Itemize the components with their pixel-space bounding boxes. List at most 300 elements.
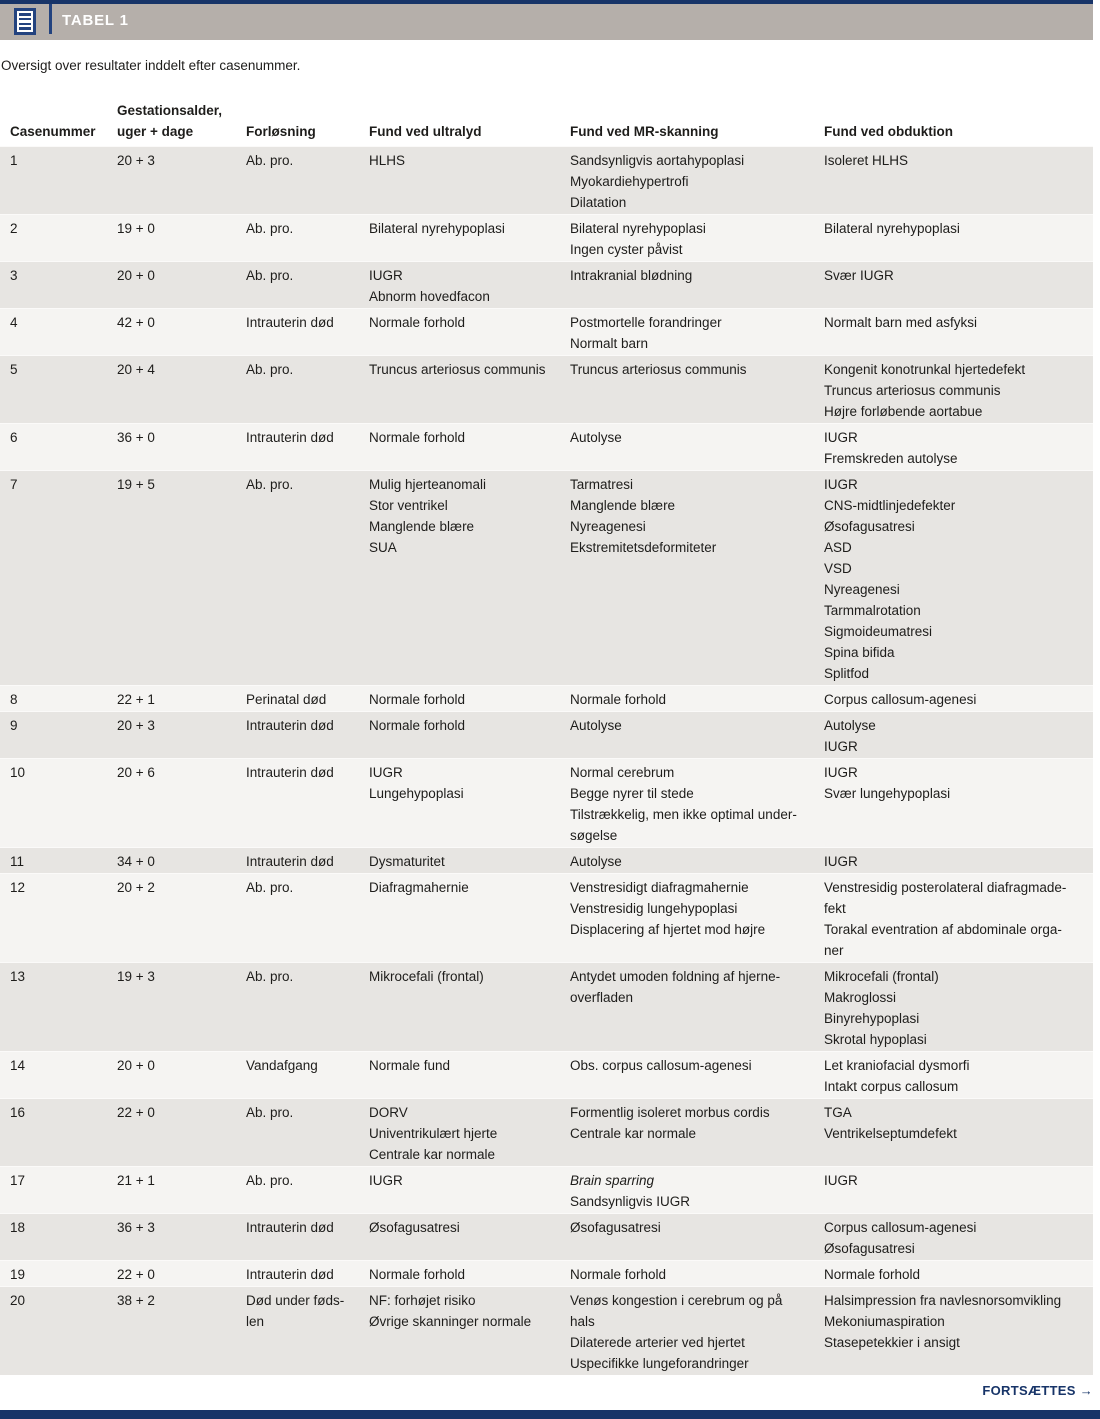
- cell-mri: [570, 150, 824, 213]
- cell-case: [10, 1290, 117, 1374]
- cell-line: Øsofagusatresi: [824, 1241, 915, 1256]
- cell-ultrasound: [369, 218, 570, 260]
- cell-line: Normal cerebrum: [570, 765, 675, 780]
- cell-ultrasound: [369, 1290, 570, 1374]
- cell-gestational-age: [117, 966, 246, 1050]
- cell-delivery: [246, 359, 369, 422]
- cell-case: [10, 312, 117, 354]
- cell-ultrasound: [369, 359, 570, 422]
- cell-line: CNS-midtlinjedefekter: [824, 498, 956, 513]
- cell-ultrasound: [369, 1264, 570, 1285]
- table-header-row: [0, 100, 1093, 146]
- cell-line: 9: [10, 718, 18, 733]
- cell-case: [10, 427, 117, 469]
- cell-case: [10, 689, 117, 710]
- table-row: [0, 355, 1093, 423]
- cell-case: [10, 851, 117, 872]
- cell-line: Uspecifikke lungeforandringer: [570, 1356, 749, 1371]
- cell-gestational-age: [117, 715, 246, 757]
- cell-line: Perinatal død: [246, 692, 327, 707]
- cell-gestational-age: [117, 427, 246, 469]
- cell-line: Øsofagusatresi: [824, 519, 915, 534]
- cell-line: IUGR: [824, 854, 858, 869]
- cell-line: Død under føds-: [246, 1293, 345, 1308]
- column-header-line: Fund ved MR-skanning: [570, 124, 719, 139]
- cell-line: Intrauterin død: [246, 430, 334, 445]
- cell-ultrasound: [369, 150, 570, 213]
- cell-case: [10, 1055, 117, 1097]
- cell-delivery: [246, 762, 369, 846]
- cell-ultrasound: [369, 851, 570, 872]
- cell-autopsy: [824, 689, 1093, 710]
- cell-line: Bilateral nyrehypoplasi: [824, 221, 960, 236]
- cell-line: Stasepetekkier i ansigt: [824, 1335, 960, 1350]
- table-row: [0, 758, 1093, 847]
- cell-line: Venstresidig lungehypoplasi: [570, 901, 738, 916]
- cell-line: 7: [10, 477, 18, 492]
- table-title: TABEL 1: [62, 12, 129, 29]
- cell-line: Svær IUGR: [824, 268, 894, 283]
- cell-line: 38 + 2: [117, 1293, 155, 1308]
- cell-line: Intakt corpus callosum: [824, 1079, 959, 1094]
- cell-line: IUGR: [824, 1173, 858, 1188]
- cell-line: Ab. pro.: [246, 362, 294, 377]
- table-row: [0, 1166, 1093, 1213]
- cell-line: Skrotal hypoplasi: [824, 1032, 927, 1047]
- table-row: [0, 847, 1093, 873]
- cell-mri: [570, 218, 824, 260]
- cell-line: 36 + 0: [117, 430, 155, 445]
- cell-autopsy: [824, 474, 1093, 684]
- cell-line: Normale fund: [369, 1058, 451, 1073]
- cell-mri: [570, 1170, 824, 1212]
- cell-line: 19: [10, 1267, 26, 1282]
- cell-line: 20 + 3: [117, 718, 155, 733]
- cell-line: Sandsynligvis aortahypoplasi: [570, 153, 745, 168]
- cell-mri: [570, 877, 824, 961]
- column-header-line: Casenummer: [10, 124, 96, 139]
- column-header-line: Fund ved obduktion: [824, 124, 953, 139]
- cell-case: [10, 762, 117, 846]
- cell-delivery: [246, 1055, 369, 1097]
- cell-line: Dysmaturitet: [369, 854, 445, 869]
- cell-line: 18: [10, 1220, 26, 1235]
- cell-line: Brain sparring: [570, 1173, 655, 1188]
- cell-ultrasound: [369, 1102, 570, 1165]
- cell-line: Øsofagusatresi: [570, 1220, 661, 1235]
- table-row: [0, 1213, 1093, 1260]
- cell-line: Binyrehypoplasi: [824, 1011, 920, 1026]
- cell-line: Corpus callosum-agenesi: [824, 692, 977, 707]
- cell-line: 6: [10, 430, 18, 445]
- cell-delivery: [246, 150, 369, 213]
- table-row: [0, 423, 1093, 470]
- cell-mri: [570, 265, 824, 307]
- cell-line: Nyreagenesi: [824, 582, 900, 597]
- cell-line: DORV: [369, 1105, 408, 1120]
- cell-line: Normale forhold: [369, 430, 466, 445]
- cell-line: Displacering af hjertet mod højre: [570, 922, 766, 937]
- table-row: [0, 685, 1093, 711]
- cell-line: Venøs kongestion i cerebrum og på: [570, 1293, 783, 1308]
- cell-autopsy: [824, 1170, 1093, 1212]
- cell-line: Normalt barn med asfyksi: [824, 315, 978, 330]
- cell-case: [10, 150, 117, 213]
- cell-line: 8: [10, 692, 18, 707]
- cell-line: ASD: [824, 540, 852, 555]
- cell-line: HLHS: [369, 153, 406, 168]
- cell-mri: [570, 1290, 824, 1374]
- cell-line: 19 + 0: [117, 221, 155, 236]
- cell-line: IUGR: [824, 477, 858, 492]
- cell-gestational-age: [117, 150, 246, 213]
- cell-line: Lungehypoplasi: [369, 786, 464, 801]
- cell-line: Bilateral nyrehypoplasi: [570, 221, 706, 236]
- cell-delivery: [246, 312, 369, 354]
- cell-line: VSD: [824, 561, 852, 576]
- cell-line: Normale forhold: [824, 1267, 921, 1282]
- column-header: [824, 121, 1093, 142]
- cell-line: 21 + 1: [117, 1173, 155, 1188]
- cell-line: Univentrikulært hjerte: [369, 1126, 498, 1141]
- cell-gestational-age: [117, 1217, 246, 1259]
- cell-case: [10, 218, 117, 260]
- table-row: [0, 308, 1093, 355]
- cell-autopsy: [824, 851, 1093, 872]
- cell-autopsy: [824, 1055, 1093, 1097]
- cell-mri: [570, 689, 824, 710]
- column-header: [117, 100, 246, 142]
- cell-ultrasound: [369, 312, 570, 354]
- cell-delivery: [246, 877, 369, 961]
- cell-ultrasound: [369, 474, 570, 684]
- cell-gestational-age: [117, 265, 246, 307]
- cell-line: 1: [10, 153, 18, 168]
- cell-delivery: [246, 1290, 369, 1374]
- column-header: [570, 121, 824, 142]
- cell-line: 19 + 3: [117, 969, 155, 984]
- cell-line: fekt: [824, 901, 846, 916]
- cell-case: [10, 966, 117, 1050]
- cell-line: Svær lungehypoplasi: [824, 786, 951, 801]
- table-body: [0, 146, 1093, 1375]
- cell-case: [10, 265, 117, 307]
- cell-line: Kongenit konotrunkal hjertedefekt: [824, 362, 1026, 377]
- cell-line: Bilateral nyrehypoplasi: [369, 221, 505, 236]
- cell-line: Ventrikelseptumdefekt: [824, 1126, 957, 1141]
- cell-line: Ab. pro.: [246, 1173, 294, 1188]
- cell-autopsy: [824, 359, 1093, 422]
- cell-line: Højre forløbende aortabue: [824, 404, 983, 419]
- cell-line: Autolyse: [570, 430, 622, 445]
- cell-line: 16: [10, 1105, 26, 1120]
- cell-line: Truncus arteriosus communis: [570, 362, 747, 377]
- cell-line: Intrauterin død: [246, 1220, 334, 1235]
- cell-case: [10, 474, 117, 684]
- cell-delivery: [246, 1264, 369, 1285]
- cell-gestational-age: [117, 218, 246, 260]
- cell-line: Corpus callosum-agenesi: [824, 1220, 977, 1235]
- column-header-line: uger + dage: [117, 124, 194, 139]
- cell-autopsy: [824, 762, 1093, 846]
- cell-line: Truncus arteriosus communis: [824, 383, 1001, 398]
- cell-line: Truncus arteriosus communis: [369, 362, 546, 377]
- arrow-right-icon: →: [1079, 1383, 1093, 1398]
- cell-line: Normalt barn: [570, 336, 649, 351]
- cell-line: Autolyse: [570, 718, 622, 733]
- cell-line: Øvrige skanninger normale: [369, 1314, 532, 1329]
- cell-line: 13: [10, 969, 26, 984]
- cell-line: Intrauterin død: [246, 315, 334, 330]
- cell-line: Sigmoideumatresi: [824, 624, 933, 639]
- table-row: [0, 1260, 1093, 1286]
- cell-ultrasound: [369, 1217, 570, 1259]
- cell-delivery: [246, 427, 369, 469]
- cell-delivery: [246, 689, 369, 710]
- bottom-border-bar: [0, 1410, 1100, 1419]
- cell-line: IUGR: [824, 739, 858, 754]
- cell-line: Intrakranial blødning: [570, 268, 693, 283]
- cell-mri: [570, 359, 824, 422]
- cell-mri: [570, 1055, 824, 1097]
- cell-line: Myokardiehypertrofi: [570, 174, 689, 189]
- cell-line: Vandafgang: [246, 1058, 318, 1073]
- cell-line: Tarmmalrotation: [824, 603, 921, 618]
- cell-line: Stor ventrikel: [369, 498, 448, 513]
- cell-mri: [570, 1264, 824, 1285]
- cell-line: 20 + 4: [117, 362, 155, 377]
- cell-line: Intrauterin død: [246, 1267, 334, 1282]
- cell-line: Formentlig isoleret morbus cordis: [570, 1105, 770, 1120]
- cell-mri: [570, 474, 824, 684]
- cell-autopsy: [824, 1264, 1093, 1285]
- cell-line: 20 + 0: [117, 1058, 155, 1073]
- cell-line: Intrauterin død: [246, 765, 334, 780]
- cell-mri: [570, 312, 824, 354]
- cell-gestational-age: [117, 1264, 246, 1285]
- column-header: [10, 121, 117, 142]
- cell-line: 11: [10, 854, 25, 869]
- cell-line: Ab. pro.: [246, 221, 294, 236]
- cell-line: Manglende blære: [570, 498, 676, 513]
- cell-line: 20: [10, 1293, 26, 1308]
- cell-ultrasound: [369, 966, 570, 1050]
- cell-line: Dilaterede arterier ved hjertet: [570, 1335, 745, 1350]
- cell-line: Begge nyrer til stede: [570, 786, 694, 801]
- cell-line: Intrauterin død: [246, 718, 334, 733]
- cell-autopsy: [824, 218, 1093, 260]
- cell-delivery: [246, 1170, 369, 1212]
- table-row: [0, 1051, 1093, 1098]
- cell-line: 2: [10, 221, 18, 236]
- cell-line: 22 + 0: [117, 1105, 155, 1120]
- cell-line: Mulig hjerteanomali: [369, 477, 487, 492]
- cell-gestational-age: [117, 474, 246, 684]
- cell-delivery: [246, 966, 369, 1050]
- cell-gestational-age: [117, 1170, 246, 1212]
- cell-case: [10, 1170, 117, 1212]
- cell-line: Ekstremitetsdeformiteter: [570, 540, 717, 555]
- title-divider: [49, 4, 52, 34]
- cell-gestational-age: [117, 312, 246, 354]
- cell-line: 22 + 0: [117, 1267, 155, 1282]
- cell-line: Normale forhold: [570, 692, 667, 707]
- cell-line: 20 + 2: [117, 880, 155, 895]
- cell-gestational-age: [117, 359, 246, 422]
- cell-delivery: [246, 1102, 369, 1165]
- continues-link[interactable]: [982, 1383, 1093, 1398]
- column-header-line: Fund ved ultralyd: [369, 124, 482, 139]
- cell-line: Normale forhold: [369, 718, 466, 733]
- cell-ultrasound: [369, 762, 570, 846]
- cell-gestational-age: [117, 1055, 246, 1097]
- cell-line: Nyreagenesi: [570, 519, 646, 534]
- cell-ultrasound: [369, 1055, 570, 1097]
- cell-line: 12: [10, 880, 26, 895]
- cell-mri: [570, 715, 824, 757]
- cell-delivery: [246, 265, 369, 307]
- cell-line: 20 + 3: [117, 153, 155, 168]
- column-header: [369, 121, 570, 142]
- cell-autopsy: [824, 1290, 1093, 1374]
- table-row: [0, 146, 1093, 214]
- cell-autopsy: [824, 150, 1093, 213]
- cell-line: IUGR: [369, 268, 403, 283]
- cell-autopsy: [824, 1217, 1093, 1259]
- cell-mri: [570, 1102, 824, 1165]
- cell-line: Normale forhold: [369, 1267, 466, 1282]
- cell-case: [10, 715, 117, 757]
- cell-line: Splitfod: [824, 666, 870, 681]
- cell-line: Spina bifida: [824, 645, 895, 660]
- cell-line: len: [246, 1314, 265, 1329]
- cell-line: Antydet umoden foldning af hjerne-: [570, 969, 781, 984]
- cell-line: Ab. pro.: [246, 969, 294, 984]
- cell-autopsy: [824, 427, 1093, 469]
- cell-line: Ab. pro.: [246, 153, 294, 168]
- cell-line: Diafragmahernie: [369, 880, 469, 895]
- cell-gestational-age: [117, 1102, 246, 1165]
- cell-line: Ab. pro.: [246, 1105, 294, 1120]
- cell-line: Ab. pro.: [246, 880, 294, 895]
- cell-line: Autolyse: [570, 854, 622, 869]
- cell-line: 19 + 5: [117, 477, 155, 492]
- cell-line: NF: forhøjet risiko: [369, 1293, 476, 1308]
- column-header-line: Forløsning: [246, 124, 316, 139]
- cell-line: 4: [10, 315, 18, 330]
- cell-line: Venstresidigt diafragmahernie: [570, 880, 749, 895]
- cell-autopsy: [824, 312, 1093, 354]
- cell-gestational-age: [117, 1290, 246, 1374]
- cell-line: SUA: [369, 540, 397, 555]
- table-row: [0, 214, 1093, 261]
- cell-line: 34 + 0: [117, 854, 155, 869]
- cell-line: Ab. pro.: [246, 268, 294, 283]
- cell-line: IUGR: [824, 765, 858, 780]
- cell-mri: [570, 851, 824, 872]
- cell-delivery: [246, 474, 369, 684]
- cell-mri: [570, 427, 824, 469]
- cell-ultrasound: [369, 427, 570, 469]
- cell-case: [10, 359, 117, 422]
- cell-delivery: [246, 1217, 369, 1259]
- cell-line: Mikrocefali (frontal): [369, 969, 484, 984]
- cell-line: Centrale kar normale: [570, 1126, 697, 1141]
- cell-line: Manglende blære: [369, 519, 475, 534]
- cell-ultrasound: [369, 689, 570, 710]
- table-row: [0, 873, 1093, 962]
- cell-line: Autolyse: [824, 718, 876, 733]
- cell-line: Tarmatresi: [570, 477, 634, 492]
- cell-line: Centrale kar normale: [369, 1147, 496, 1162]
- cell-line: 20 + 6: [117, 765, 155, 780]
- cell-line: Makroglossi: [824, 990, 897, 1005]
- continues-label: FORTSÆTTES: [982, 1383, 1076, 1398]
- cell-line: Normale forhold: [369, 692, 466, 707]
- cell-line: Intrauterin død: [246, 854, 334, 869]
- cell-case: [10, 1264, 117, 1285]
- cell-ultrasound: [369, 1170, 570, 1212]
- cell-line: Tilstrækkelig, men ikke optimal under-: [570, 807, 797, 822]
- cell-line: Isoleret HLHS: [824, 153, 909, 168]
- results-table: [0, 100, 1093, 1375]
- cell-case: [10, 1217, 117, 1259]
- cell-ultrasound: [369, 265, 570, 307]
- cell-line: 17: [10, 1173, 26, 1188]
- cell-autopsy: [824, 966, 1093, 1050]
- cell-gestational-age: [117, 877, 246, 961]
- cell-line: TGA: [824, 1105, 852, 1120]
- cell-autopsy: [824, 1102, 1093, 1165]
- cell-autopsy: [824, 265, 1093, 307]
- cell-line: 14: [10, 1058, 26, 1073]
- cell-line: 42 + 0: [117, 315, 155, 330]
- column-header-line: Gestationsalder,: [117, 103, 223, 118]
- cell-delivery: [246, 715, 369, 757]
- cell-line: Ingen cyster påvist: [570, 242, 683, 257]
- cell-autopsy: [824, 715, 1093, 757]
- cell-line: IUGR: [369, 765, 403, 780]
- cell-mri: [570, 762, 824, 846]
- cell-line: Let kraniofacial dysmorfi: [824, 1058, 970, 1073]
- table-row: [0, 261, 1093, 308]
- cell-line: Dilatation: [570, 195, 627, 210]
- cell-line: Obs. corpus callosum-agenesi: [570, 1058, 752, 1073]
- table-list-icon: [14, 8, 36, 35]
- column-header: [246, 121, 369, 142]
- cell-case: [10, 1102, 117, 1165]
- cell-line: Normale forhold: [570, 1267, 667, 1282]
- cell-line: Sandsynligvis IUGR: [570, 1194, 691, 1209]
- table-row: [0, 1098, 1093, 1166]
- table-caption: Oversigt over resultater inddelt efter casenummer.: [1, 58, 301, 73]
- cell-ultrasound: [369, 877, 570, 961]
- cell-line: ner: [824, 943, 844, 958]
- cell-mri: [570, 1217, 824, 1259]
- cell-line: 10: [10, 765, 26, 780]
- cell-gestational-age: [117, 851, 246, 872]
- table-row: [0, 962, 1093, 1051]
- cell-line: Ab. pro.: [246, 477, 294, 492]
- cell-line: 36 + 3: [117, 1220, 155, 1235]
- cell-line: Øsofagusatresi: [369, 1220, 460, 1235]
- cell-gestational-age: [117, 689, 246, 710]
- table-title-bar: [0, 4, 1093, 40]
- cell-ultrasound: [369, 715, 570, 757]
- cell-case: [10, 877, 117, 961]
- cell-line: 3: [10, 268, 18, 283]
- cell-delivery: [246, 851, 369, 872]
